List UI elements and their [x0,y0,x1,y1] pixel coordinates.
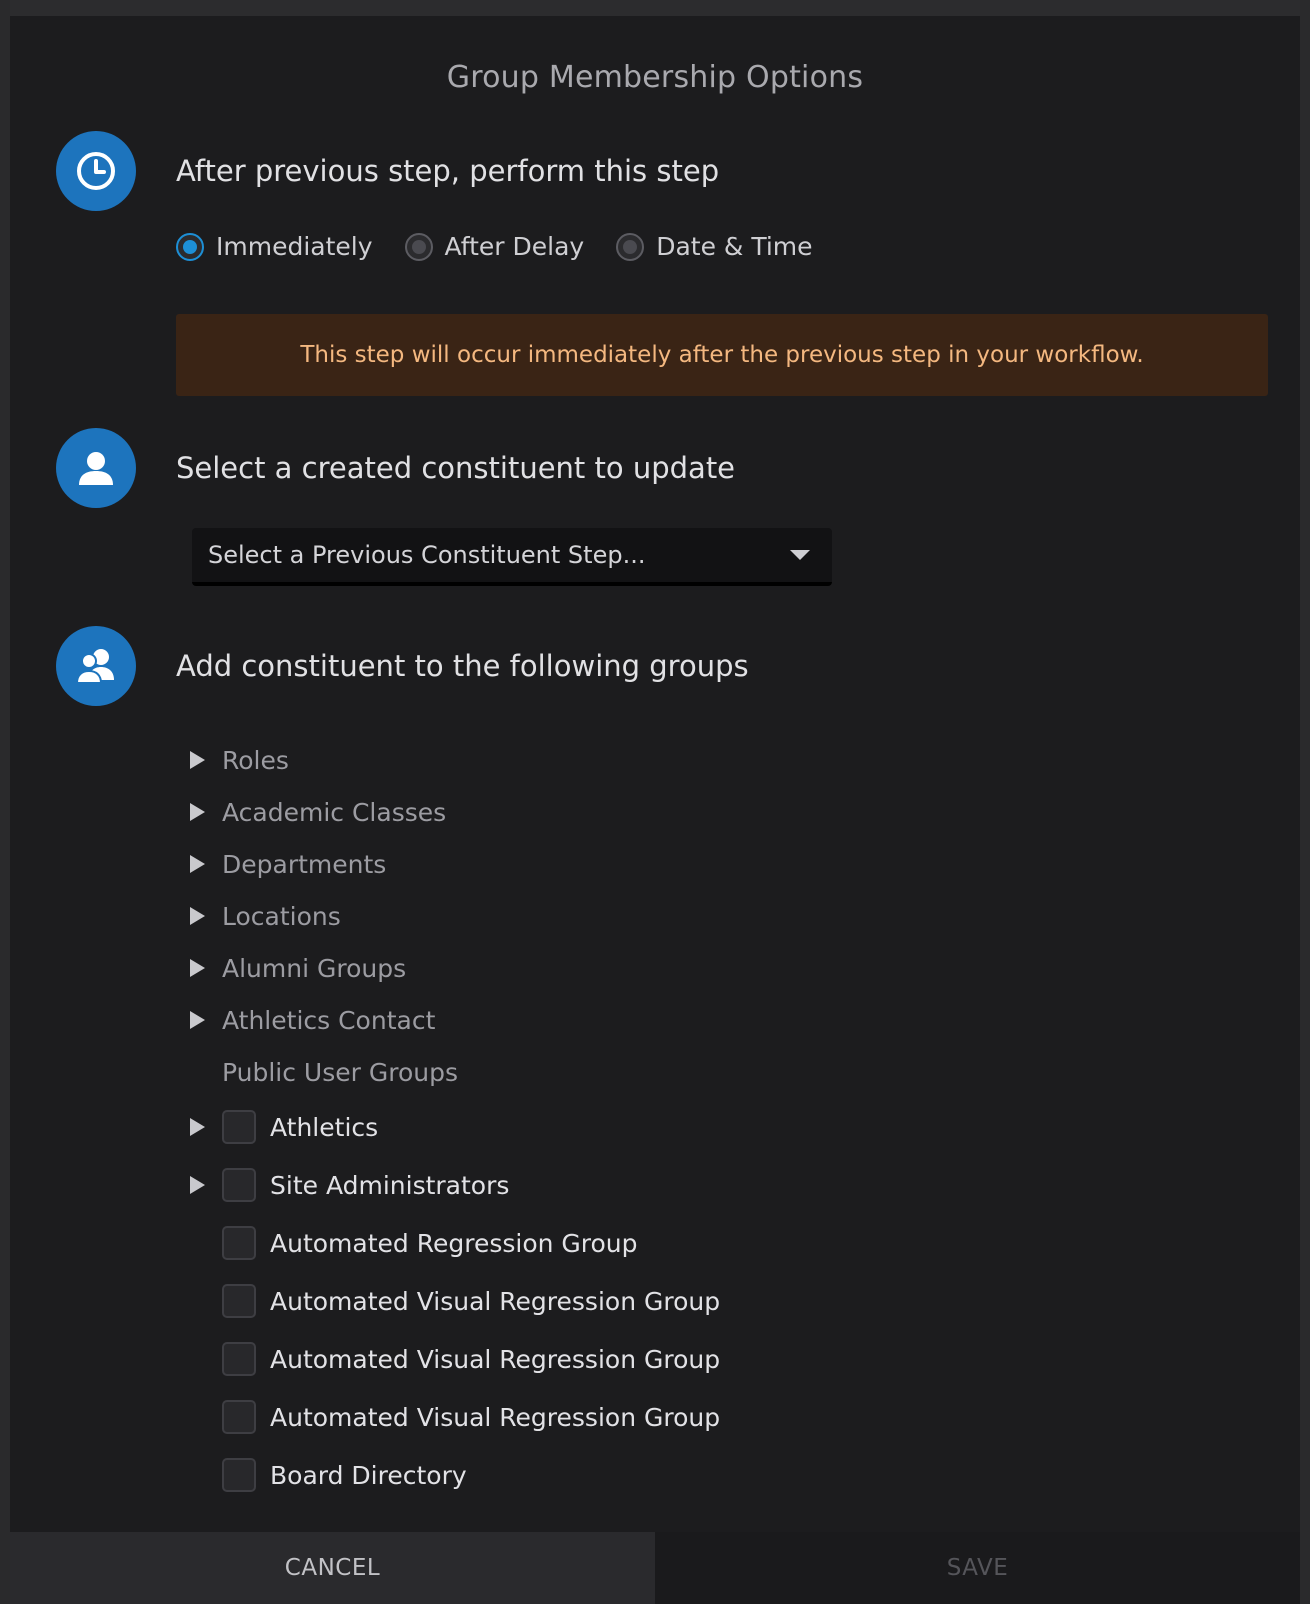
tree-item-departments[interactable] [186,838,720,890]
group-row-visual-regression-3[interactable] [186,1388,720,1446]
group-row-site-administrators[interactable] [186,1156,720,1214]
expand-arrow-icon[interactable] [190,1176,205,1194]
tree-item-academic-classes[interactable] [186,786,720,838]
tree-item-label: Locations [222,901,341,931]
group-label: Automated Visual Regression Group [270,1286,721,1316]
cancel-button[interactable]: CANCEL [10,1532,655,1604]
expand-arrow-icon[interactable] [190,751,205,769]
group-checkbox[interactable] [222,1342,256,1376]
radio-date-time-label: Date & Time [656,232,813,261]
tree-item-label: Departments [222,849,387,879]
radio-date-time[interactable] [616,232,812,261]
radio-after-delay[interactable] [405,232,585,261]
group-label: Board Directory [270,1460,467,1490]
group-row-visual-regression-1[interactable] [186,1272,720,1330]
group-label: Automated Visual Regression Group [270,1344,721,1374]
expand-arrow-icon[interactable] [190,907,205,925]
timing-heading: After previous step, perform this step [176,154,720,188]
tree-item-alumni-groups[interactable] [186,942,720,994]
constituent-heading: Select a created constituent to update [176,451,736,485]
backdrop-right [1300,0,1310,1604]
group-checkbox[interactable] [222,1284,256,1318]
radio-immediately-indicator[interactable] [176,233,204,261]
backdrop-left [0,0,10,1604]
timing-radio-group [176,232,845,261]
modal-footer [10,1532,1300,1604]
group-checkbox[interactable] [222,1168,256,1202]
modal-title: Group Membership Options [446,60,864,95]
tree-header-public-user-groups [186,1046,720,1098]
constituent-step-select[interactable] [192,528,832,586]
group-row-athletics[interactable] [186,1098,720,1156]
constituent-step-select-value: Select a Previous Constituent Step... [208,541,646,569]
chevron-down-icon [790,550,810,560]
group-membership-modal [10,16,1300,1604]
group-checkbox[interactable] [222,1400,256,1434]
group-row-visual-regression-2[interactable] [186,1330,720,1388]
group-label: Athletics [270,1112,379,1142]
tree-item-athletics-contact[interactable] [186,994,720,1046]
tree-item-label: Alumni Groups [222,953,407,983]
save-button[interactable]: SAVE [655,1532,1300,1604]
group-checkbox[interactable] [222,1226,256,1260]
person-icon [56,428,136,508]
expand-arrow-icon[interactable] [190,959,205,977]
group-checkbox[interactable] [222,1110,256,1144]
expand-arrow-icon[interactable] [190,803,205,821]
radio-immediately[interactable] [176,232,373,261]
groups-heading: Add constituent to the following groups [176,649,749,683]
tree-item-label: Roles [222,745,289,775]
radio-after-delay-indicator[interactable] [405,233,433,261]
radio-date-time-indicator[interactable] [616,233,644,261]
clock-icon [56,131,136,211]
group-users-icon [56,626,136,706]
group-checkbox[interactable] [222,1458,256,1492]
group-label: Automated Regression Group [270,1228,638,1258]
expand-arrow-icon[interactable] [190,1118,205,1136]
tree-item-label: Academic Classes [222,797,447,827]
tree-item-roles[interactable] [186,734,720,786]
group-tree [186,734,720,1504]
group-row-automated-regression[interactable] [186,1214,720,1272]
expand-arrow-icon[interactable] [190,855,205,873]
timing-notice: This step will occur immediately after the previous step in your workflow. [176,314,1268,396]
radio-immediately-label: Immediately [216,232,373,261]
tree-item-locations[interactable] [186,890,720,942]
expand-arrow-icon[interactable] [190,1011,205,1029]
group-label: Automated Visual Regression Group [270,1402,721,1432]
group-row-board-directory[interactable] [186,1446,720,1504]
tree-item-label: Athletics Contact [222,1005,436,1035]
tree-header-label: Public User Groups [222,1057,458,1087]
radio-after-delay-label: After Delay [444,232,585,261]
group-label: Site Administrators [270,1170,510,1200]
